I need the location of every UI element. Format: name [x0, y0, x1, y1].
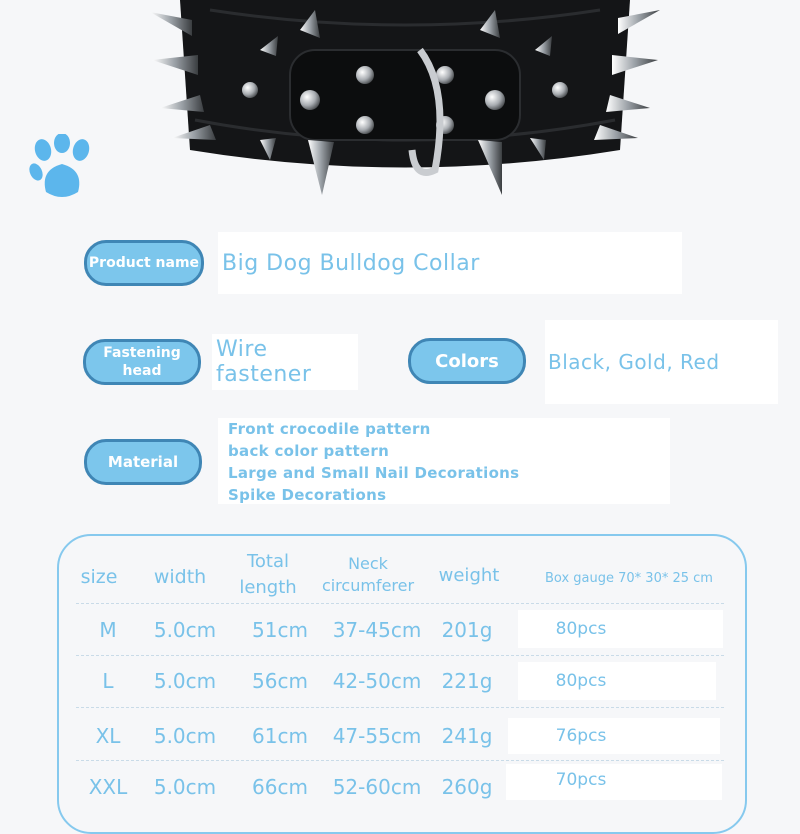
- header-size: size: [80, 566, 118, 588]
- fastening-head-value: Wire fastener: [212, 334, 358, 390]
- header-neck: Neck circumferer: [321, 554, 415, 595]
- table-row-size: XL: [95, 724, 121, 748]
- table-row-width: 5.0cm: [153, 775, 217, 799]
- table-row-neck: 37-45cm: [332, 618, 422, 642]
- material-line: Spike Decorations: [228, 486, 387, 504]
- material-label: Material: [84, 439, 202, 485]
- fastening-head-label: Fastening head: [83, 339, 201, 385]
- table-row-weight: 260g: [441, 775, 493, 799]
- material-line: Large and Small Nail Decorations: [228, 464, 520, 482]
- product-name-value: Big Dog Bulldog Collar: [218, 232, 682, 294]
- product-name-label: Product name: [84, 240, 204, 286]
- table-row-size: M: [99, 618, 117, 642]
- table-row-box: 80pcs: [555, 619, 607, 639]
- table-row-width: 5.0cm: [153, 669, 217, 693]
- header-width: width: [153, 566, 207, 588]
- table-row-width: 5.0cm: [153, 618, 217, 642]
- table-row-length: 61cm: [252, 724, 308, 748]
- material-line: back color pattern: [228, 442, 390, 460]
- table-row-box: 80pcs: [555, 671, 607, 691]
- collar-photo: [150, 0, 660, 200]
- table-row-length: 66cm: [252, 775, 308, 799]
- table-row-neck: 42-50cm: [332, 669, 422, 693]
- table-row-neck: 52-60cm: [332, 775, 422, 799]
- table-row-size: XXL: [88, 775, 128, 799]
- table-row-neck: 47-55cm: [332, 724, 422, 748]
- table-row-weight: 241g: [441, 724, 493, 748]
- material-value: [218, 418, 670, 504]
- table-row-box: 76pcs: [555, 726, 607, 746]
- colors-label: Colors: [408, 338, 526, 384]
- header-box-gauge: Box gauge 70* 30* 25 cm: [545, 571, 713, 586]
- table-row-size: L: [102, 669, 114, 693]
- table-row-box: 70pcs: [555, 770, 607, 790]
- table-row-length: 51cm: [252, 618, 308, 642]
- paw-icon: [28, 134, 100, 204]
- header-total-length: Total length: [239, 551, 297, 598]
- table-row-width: 5.0cm: [153, 724, 217, 748]
- table-row-weight: 221g: [441, 669, 493, 693]
- header-weight: weight: [438, 565, 500, 586]
- material-line: Front crocodile pattern: [228, 420, 431, 438]
- table-row-length: 56cm: [252, 669, 308, 693]
- colors-value: Black, Gold, Red: [545, 320, 778, 404]
- table-row-weight: 201g: [441, 618, 493, 642]
